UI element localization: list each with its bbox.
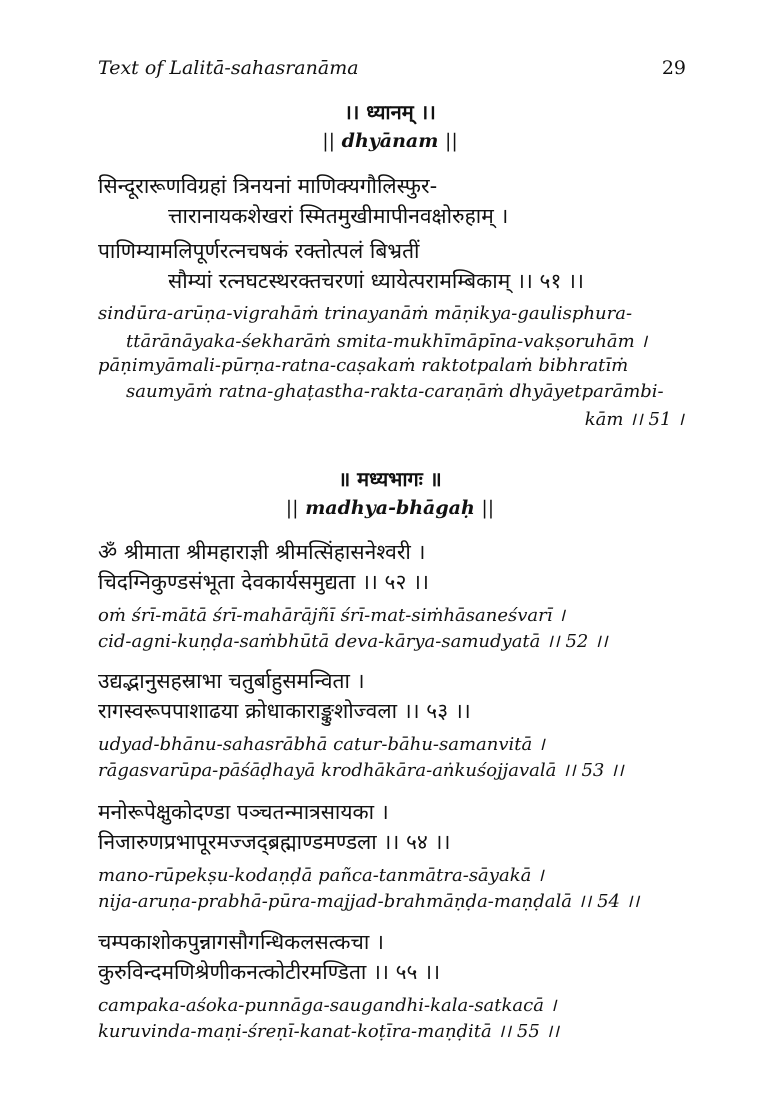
verse-51-devanagari-line-2: त्तारानायकशेखरां स्मितमुखीमापीनवक्षोरुहाम् । [168,204,509,228]
double-danda: || [322,130,336,152]
verse-51-roman-line-2: ttārānāyaka-śekharāṁ smita-mukhīmāpīna-vakṣoruhām । [126,331,648,352]
verse-52-roman-line-2: cid-agni-kuṇḍa-saṁbhūtā deva-kārya-samudyatā ।। 52 ।। [98,631,608,652]
verse-54-devanagari-line-2: निजारुणप्रभापूरमज्जद्ब्रह्माण्डमण्डला ।। ५४ ।। [98,830,451,854]
verse-54-devanagari-line-1: मनोरूपेक्षुकोदण्डा पञ्चतन्मात्रसायका । [98,800,389,824]
double-danda: || [481,497,495,519]
verse-55-roman-line-2: kuruvinda-maṇi-śreṇī-kanat-koṭīra-maṇḍitā ।। 55 ।। [98,1021,560,1042]
verse-53-devanagari-line-2: रागस्वरूपपाशाढया क्रोधाकाराङ्कुशोज्वला ।। ५३ ।। [98,699,471,723]
verse-51-roman-line-3: pāṇimyāmali-pūrṇa-ratna-caṣakaṁ raktotpalaṁ bibhratīṁ [98,355,629,376]
verse-52-devanagari-line-1: ॐ श्रीमाता श्रीमहाराज्ञी श्रीमत्सिंहासनेश्वरी । [98,540,426,564]
verse-55-devanagari-line-2: कुरुविन्दमणिश्रेणीकनत्कोटीरमण्डिता ।। ५५ ।। [98,960,441,984]
double-danda: || [285,497,299,519]
running-head [98,57,686,87]
verse-55-devanagari-line-1: चम्पकाशोकपुन्नागसौगन्धिकलसत्कचा । [98,930,384,954]
verse-51-roman-line-5: kām ।। 51 । [584,409,684,430]
verse-53-devanagari-line-1: उद्यद्भानुसहस्राभा चतुर्बाहुसमन्विता । [98,669,365,693]
verse-51-devanagari-line-3: पाणिम्यामलिपूर्णरत्नचषकं रक्तोत्पलं बिभ्रतीं [98,239,420,263]
section-heading-roman [0,130,780,152]
verse-55-roman-line-1: campaka-aśoka-punnāga-saugandhi-kala-satkacā । [98,995,557,1016]
verse-54-roman-line-1: mano-rūpekṣu-kodaṇḍā pañca-tanmātra-sāyakā । [98,865,544,886]
verse-52-roman-line-1: oṁ śrī-mātā śrī-mahārājñī śrī-mat-siṁhāsaneśvarī । [98,605,566,626]
verse-51-devanagari-line-1: सिन्दूरारूणविग्रहां त्रिनयनां माणिक्यगौलिस्फुर- [98,174,438,198]
double-danda: || [444,130,458,152]
verse-51-roman-line-1: sindūra-arūṇa-vigrahāṁ trinayanāṁ māṇikya-gaulisphura- [98,303,633,324]
verse-53-roman-line-2: rāgasvarūpa-pāśāḍhayā krodhākāra-aṅkuśojjavalā ।। 53 ।। [98,760,624,781]
running-title: Text of Lalitā-sahasranāma [98,57,359,79]
verse-54-roman-line-2: nija-aruṇa-prabhā-pūra-majjad-brahmāṇḍa-maṇḍalā ।। 54 ।। [98,891,640,912]
verse-52-devanagari-line-2: चिदग्निकुण्डसंभूता देवकार्यसमुद्यता ।। ५२ ।। [98,570,429,594]
section-title-roman: dhyānam [341,130,439,152]
verse-51-roman-line-4: saumyāṁ ratna-ghaṭastha-rakta-caraṇāṁ dhyāyetparāmbi- [126,381,664,402]
verse-51-devanagari-line-4: सौम्यां रत्नघटस्थरक्तचरणां ध्यायेत्परामम्बिकाम् ।। ५१ ।। [168,269,584,293]
section-heading-devanagari: ।। ध्यानम् ।। [344,100,436,124]
verse-53-roman-line-1: udyad-bhānu-sahasrābhā catur-bāhu-samanvitā । [98,734,545,755]
page-number: 29 [661,57,686,79]
section-heading-devanagari: ॥ मध्यभागः ॥ [338,467,442,491]
section-heading-roman [0,497,780,519]
section-title-roman: madhya-bhāgaḥ [305,497,475,519]
